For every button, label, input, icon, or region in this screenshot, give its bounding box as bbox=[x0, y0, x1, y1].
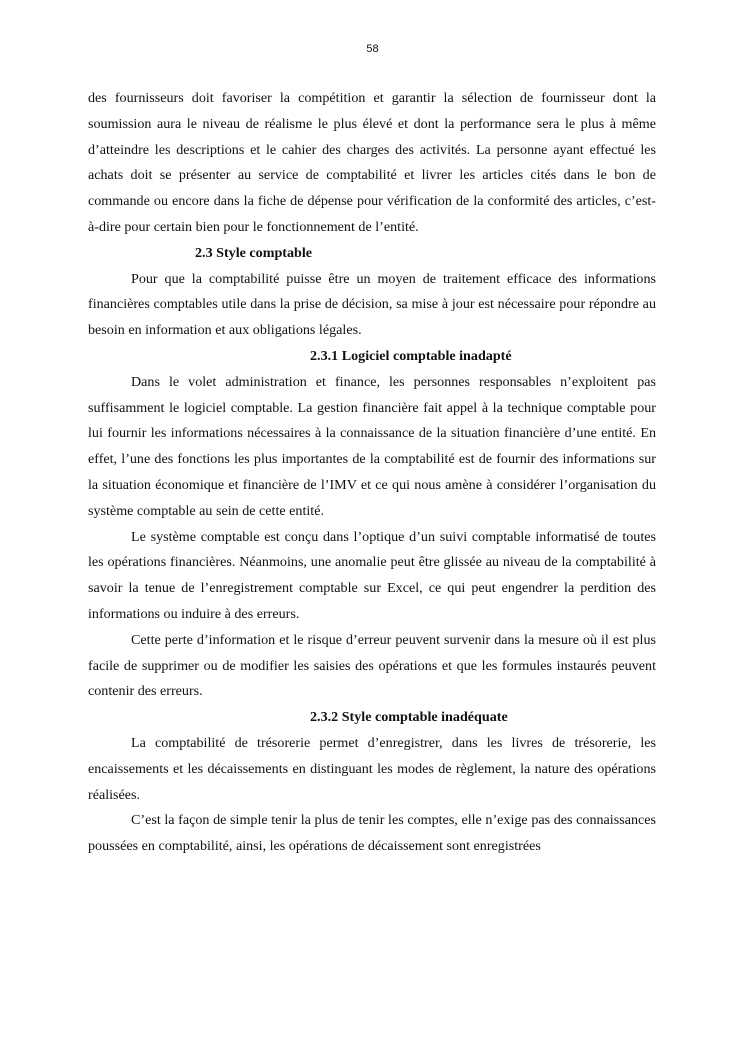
paragraph: Le système comptable est conçu dans l’optique d’un suivi comptable informatisé de toutes les opérations financières. Néanmoins, une anomalie peut être glissée au niveau de la comptabilité à savoir la tenue de l’enregistrement comptable sur Excel, ce qui peut engendrer la perdition des informations ou induire à des erreurs. bbox=[88, 528, 656, 622]
paragraph: C’est la façon de simple tenir la plus de tenir les comptes, elle n’exige pas des connaissances poussées en comptabilité, ainsi, les opérations de décaissement sont enregistrées bbox=[88, 812, 656, 855]
subsection-heading-2-3-1: 2.3.1 Logiciel comptable inadapté bbox=[310, 347, 512, 364]
paragraph: Cette perte d’information et le risque d’erreur peuvent survenir dans la mesure où il est plus facile de supprimer ou de modifier les saisies des opérations et que les formules instaurés peuvent contenir des erreurs. bbox=[88, 631, 656, 700]
page-number: 58 bbox=[366, 43, 379, 55]
paragraph: La comptabilité de trésorerie permet d’enregistrer, dans les livres de trésorerie, les encaissements et les décaissements en distinguant les modes de règlement, la nature des opérations réalisées. bbox=[88, 734, 656, 803]
subsection-heading-2-3-2: 2.3.2 Style comptable inadéquate bbox=[310, 709, 508, 726]
paragraph: Dans le volet administration et finance, les personnes responsables n’exploitent pas suffisamment le logiciel comptable. La gestion financière fait appel à la technique comptable pour lui fournir les informations nécessaires à la connaissance de la situation financière d’une entité. En effet, l’une des fonctions les plus importantes de la comptabilité est de fournir des informations sur la situation économique et financière de l’IMV et ce qui nous amène à considérer l’organisation du système comptable au sein de cette entité. bbox=[88, 373, 656, 519]
paragraph: Pour que la comptabilité puisse être un moyen de traitement efficace des informations financières comptables utile dans la prise de décision, sa mise à jour est nécessaire pour répondre au besoin en information et aux obligations légales. bbox=[88, 270, 656, 339]
section-heading-2-3: 2.3 Style comptable bbox=[195, 244, 313, 261]
paragraph: des fournisseurs doit favoriser la compétition et garantir la sélection de fournisseur dont la soumission aura le niveau de réalisme le plus élevé et dont la performance sera le plus à même d’atteindre les descriptions et le cahier des charges des activités. La personne ayant effectué les achats doit se présenter au service de comptabilité et livrer les articles cités dans le bon de commande ou encore dans la fiche de dépense pour vérification de la conformité des articles, c’est-à-dire pour certain bien pour le fonctionnement de l’entité. bbox=[88, 90, 656, 235]
document-body bbox=[88, 86, 656, 860]
